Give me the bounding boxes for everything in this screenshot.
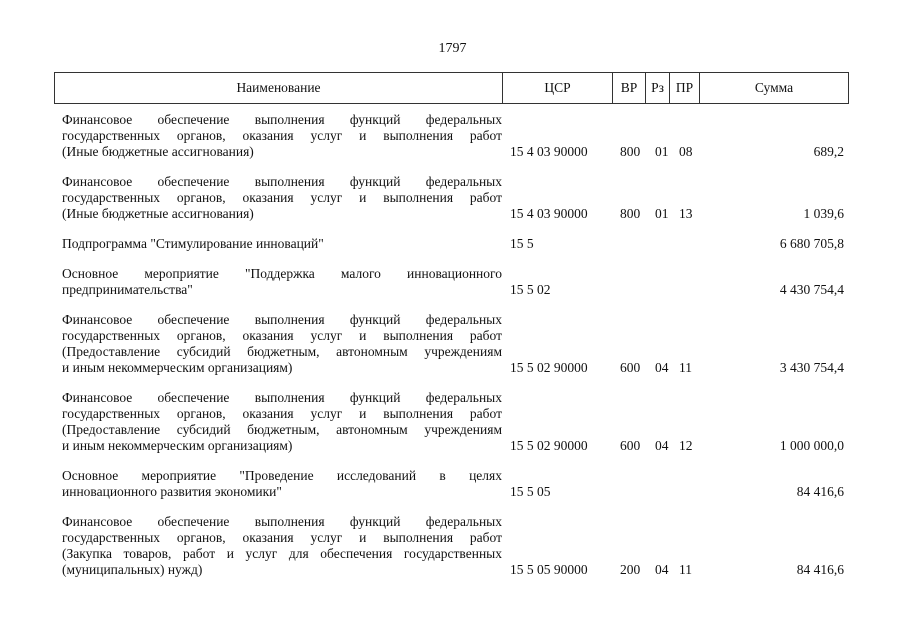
row-rz: 04 bbox=[655, 562, 669, 577]
row-sum: 1 000 000,0 bbox=[779, 438, 844, 453]
row-name-line: Финансовое обеспечение выполнения функций федеральных bbox=[62, 312, 502, 327]
row-name-line: (Иные бюджетные ассигнования) bbox=[62, 144, 254, 159]
row-csr: 15 5 02 bbox=[510, 282, 551, 297]
row-name-line: Финансовое обеспечение выполнения функций федеральных bbox=[62, 390, 502, 405]
row-name bbox=[62, 174, 502, 222]
row-sum: 84 416,6 bbox=[796, 562, 844, 577]
row-name-line: (Закупка товаров, работ и услуг для обеспечения государственных bbox=[62, 546, 502, 561]
row-csr: 15 5 02 90000 bbox=[510, 360, 588, 375]
row-vr: 600 bbox=[620, 438, 641, 453]
header-sum: Сумма bbox=[754, 80, 794, 95]
row-vr: 800 bbox=[620, 206, 641, 221]
row-name-line: Финансовое обеспечение выполнения функций федеральных bbox=[62, 112, 502, 127]
row-name-line: Финансовое обеспечение выполнения функций федеральных bbox=[62, 174, 502, 189]
row-vr: 600 bbox=[620, 360, 641, 375]
row-csr: 15 5 bbox=[510, 236, 534, 251]
row-name-line: (Предоставление субсидий бюджетным, автономным учреждениям bbox=[62, 344, 502, 359]
row-csr: 15 5 02 90000 bbox=[510, 438, 588, 453]
row-name-line: Основное мероприятие "Поддержка малого инновационного bbox=[62, 266, 502, 281]
row-name bbox=[62, 266, 502, 298]
row-pr: 11 bbox=[679, 360, 692, 375]
row-name-line: Финансовое обеспечение выполнения функций федеральных bbox=[62, 514, 502, 529]
row-name-line: и иным некоммерческим организациям) bbox=[62, 438, 293, 453]
row-pr: 12 bbox=[679, 438, 693, 453]
table-header bbox=[54, 72, 849, 104]
row-name-line: государственных органов, оказания услуг и выполнения работ bbox=[62, 530, 502, 545]
row-sum: 84 416,6 bbox=[796, 484, 844, 499]
row-name bbox=[62, 236, 502, 252]
row-vr: 200 bbox=[620, 562, 641, 577]
row-sum: 689,2 bbox=[813, 144, 844, 159]
row-name-line: Основное мероприятие "Проведение исследований в целях bbox=[62, 468, 502, 483]
row-name-line: и иным некоммерческим организациям) bbox=[62, 360, 293, 375]
row-name bbox=[62, 312, 502, 376]
row-sum: 1 039,6 bbox=[803, 206, 844, 221]
row-csr: 15 4 03 90000 bbox=[510, 144, 588, 159]
row-name-line: государственных органов, оказания услуг и выполнения работ bbox=[62, 128, 502, 143]
row-rz: 04 bbox=[655, 360, 669, 375]
header-csr: ЦСР bbox=[503, 73, 613, 103]
row-csr: 15 4 03 90000 bbox=[510, 206, 588, 221]
row-pr: 13 bbox=[679, 206, 693, 221]
row-name-line: Подпрограмма "Стимулирование инноваций" bbox=[62, 236, 324, 251]
header-pr: ПР bbox=[670, 73, 700, 103]
row-pr: 11 bbox=[679, 562, 692, 577]
row-pr: 08 bbox=[679, 144, 693, 159]
row-rz: 04 bbox=[655, 438, 669, 453]
row-name-line: государственных органов, оказания услуг и выполнения работ bbox=[62, 190, 502, 205]
row-name bbox=[62, 468, 502, 500]
row-rz: 01 bbox=[655, 206, 669, 221]
row-name-line: государственных органов, оказания услуг и выполнения работ bbox=[62, 328, 502, 343]
row-sum: 4 430 754,4 bbox=[779, 282, 844, 297]
row-name-line: (Иные бюджетные ассигнования) bbox=[62, 206, 254, 221]
row-sum: 6 680 705,8 bbox=[779, 236, 844, 251]
row-vr: 800 bbox=[620, 144, 641, 159]
row-name bbox=[62, 390, 502, 454]
row-name-line: (муниципальных) нужд) bbox=[62, 562, 203, 577]
page-number: 1797 bbox=[438, 41, 467, 56]
row-name-line: предпринимательства" bbox=[62, 282, 193, 297]
row-name-line: государственных органов, оказания услуг и выполнения работ bbox=[62, 406, 502, 421]
row-name-line: (Предоставление субсидий бюджетным, автономным учреждениям bbox=[62, 422, 502, 437]
row-sum: 3 430 754,4 bbox=[779, 360, 844, 375]
row-name-line: инновационного развития экономики" bbox=[62, 484, 282, 499]
row-name bbox=[62, 514, 502, 578]
header-rz: Рз bbox=[646, 73, 670, 103]
row-csr: 15 5 05 90000 bbox=[510, 562, 588, 577]
header-vr: ВР bbox=[613, 73, 646, 103]
header-name: Наименование bbox=[55, 73, 503, 103]
row-name bbox=[62, 112, 502, 160]
row-rz: 01 bbox=[655, 144, 669, 159]
row-csr: 15 5 05 bbox=[510, 484, 551, 499]
